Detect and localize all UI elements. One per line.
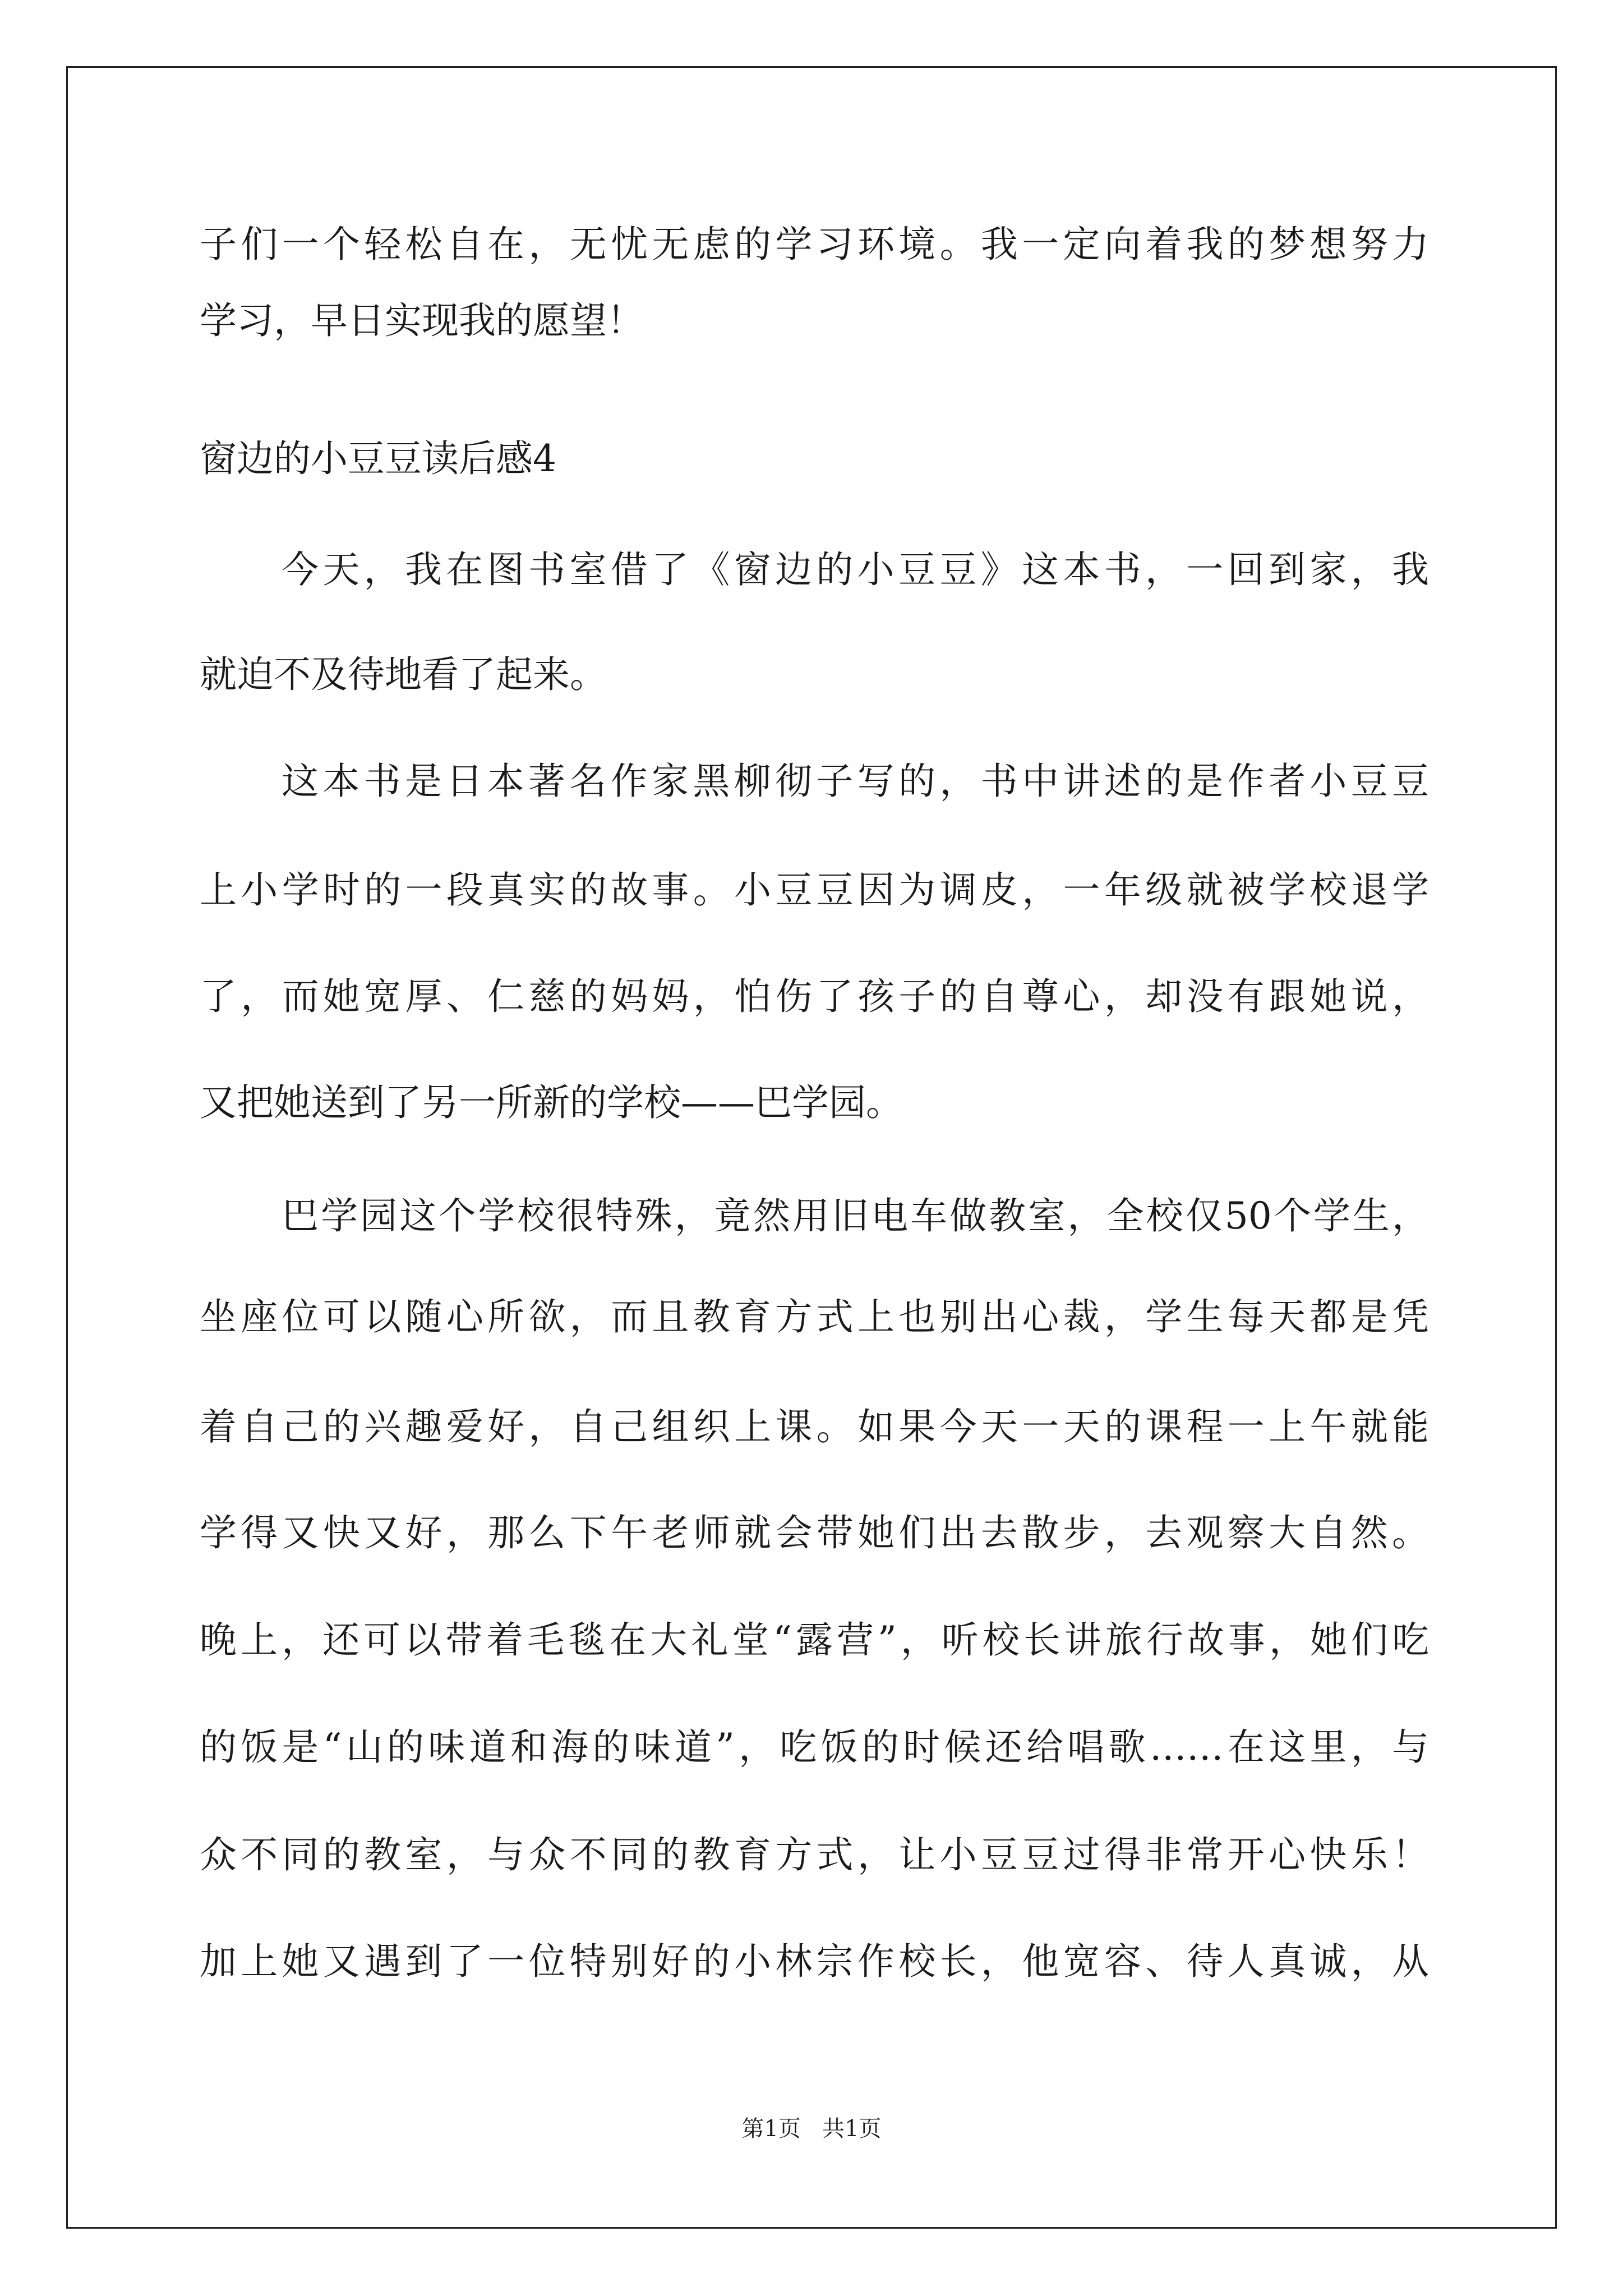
paragraph-line: 巴学园这个学校很特殊，竟然用旧电车做教室，全校仅50个学生， <box>282 1194 1429 1237</box>
paragraph-line: 学得又快又好，那么下午老师就会带她们出去散步，去观察大自然。 <box>200 1511 1429 1554</box>
page-border <box>66 66 1557 2229</box>
page-footer: 第1页 共1页 <box>741 2116 882 2142</box>
paragraph-line: 上小学时的一段真实的故事。小豆豆因为调皮，一年级就被学校退学 <box>200 868 1429 912</box>
section-heading: 窗边的小豆豆读后感4 <box>200 437 556 480</box>
paragraph-line: 这本书是日本著名作家黑柳彻子写的，书中讲述的是作者小豆豆 <box>282 760 1429 803</box>
paragraph-line: 今天，我在图书室借了《窗边的小豆豆》这本书，一回到家，我 <box>282 548 1429 591</box>
paragraph-line: 又把她送到了另一所新的学校——巴学园。 <box>200 1081 903 1124</box>
paragraph-line: 着自己的兴趣爱好，自己组织上课。如果今天一天的课程一上午就能 <box>200 1405 1429 1448</box>
paragraph-line: 子们一个轻松自在，无忧无虑的学习环境。我一定向着我的梦想努力 <box>200 223 1429 266</box>
paragraph-line: 坐座位可以随心所欲，而且教育方式上也别出心裁，学生每天都是凭 <box>200 1295 1429 1338</box>
paragraph-line: 的饭是“山的味道和海的味道”，吃饭的时候还给唱歌……在这里，与 <box>200 1726 1429 1769</box>
paragraph-line: 了，而她宽厚、仁慈的妈妈，怕伤了孩子的自尊心，却没有跟她说， <box>200 975 1429 1018</box>
paragraph-line: 晚上，还可以带着毛毯在大礼堂“露营”，听校长讲旅行故事，她们吃 <box>200 1618 1429 1662</box>
paragraph-line: 加上她又遇到了一位特别好的小林宗作校长，他宽容、待人真诚，从 <box>200 1940 1429 1983</box>
paragraph-line: 学习，早日实现我的愿望！ <box>200 299 644 342</box>
paragraph-line: 就迫不及待地看了起来。 <box>200 653 607 696</box>
paragraph-line: 众不同的教室，与众不同的教育方式，让小豆豆过得非常开心快乐！ <box>200 1833 1429 1876</box>
